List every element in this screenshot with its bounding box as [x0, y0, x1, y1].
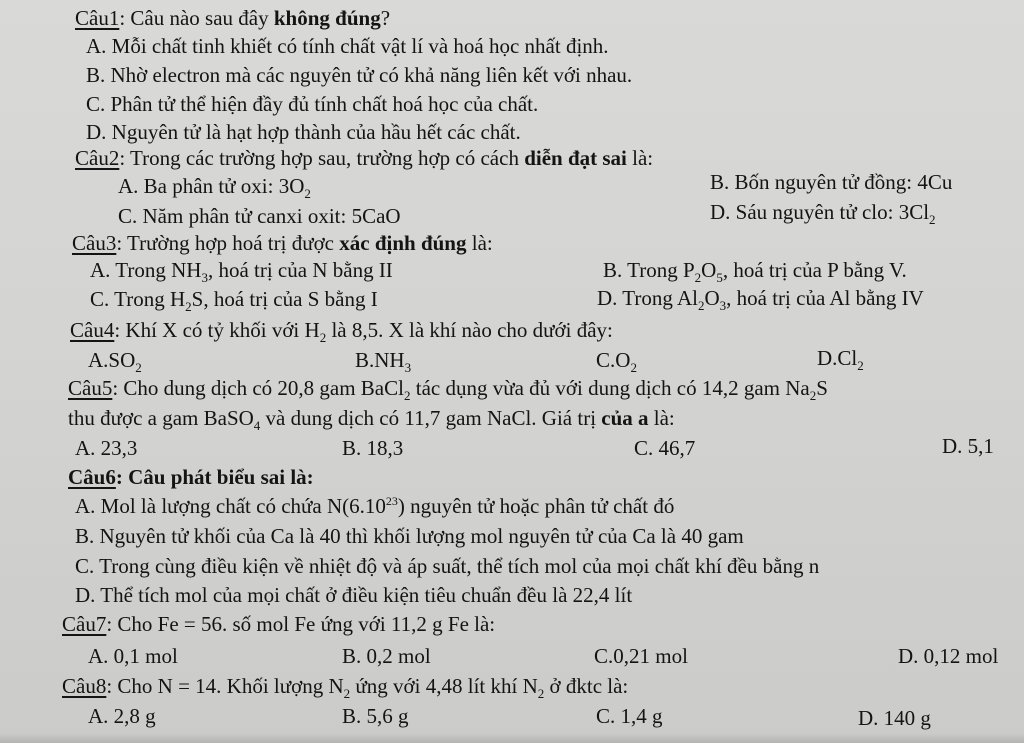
question-7-option-a: A. 0,1 mol	[88, 644, 178, 668]
question-4-option-a-text: A.SO	[88, 348, 136, 372]
question-6-option-a-text: A. Mol là lượng chất có chứa N(6.10	[75, 494, 386, 518]
question-4-option-d-sub: 2	[857, 358, 864, 373]
question-3-option-d-text: D. Trong Al	[597, 286, 698, 310]
question-3-option-a	[90, 258, 393, 285]
question-3-text: : Trường hợp hoá trị được	[116, 231, 340, 255]
question-3-option-a-sub: 3	[201, 270, 208, 285]
question-5-label: Câu5	[68, 376, 113, 400]
question-8-text-2: ứng với 4,48 lít khí N	[350, 674, 538, 698]
question-4-option-a-sub: 2	[135, 360, 142, 375]
question-8-option-d: D. 140 g	[858, 706, 931, 730]
question-3-option-c-rest: S, hoá trị của S bằng I	[191, 287, 378, 311]
question-3-option-b-text: B. Trong P	[603, 258, 695, 282]
question-3-option-d-mid: O	[704, 286, 720, 310]
question-3-option-d-sub2: 3	[719, 298, 727, 313]
question-5-option-c: C. 46,7	[634, 436, 696, 460]
question-2-emphasis: diễn đạt sai	[524, 146, 627, 170]
question-4-option-b-sub: 3	[404, 360, 412, 375]
question-2-stem	[75, 146, 653, 170]
question-7-option-b: B. 0,2 mol	[342, 644, 431, 668]
question-1-option-b: B. Nhờ electron mà các nguyên tử có khả năng liên kết với nhau.	[86, 63, 633, 87]
question-5-line-2-text: thu được a gam BaSO	[68, 406, 254, 430]
question-3-option-d-sub1: 2	[697, 298, 705, 313]
question-1-stem	[75, 6, 390, 30]
question-1-text: : Câu nào sau đây	[119, 6, 274, 30]
question-6-option-c: C. Trong cùng điều kiện về nhiệt độ và áp suất, thể tích mol của mọi chất khí đều bằng n	[75, 554, 820, 578]
question-7-text: : Cho Fe = 56. số mol Fe ứng với 11,2 g Fe là:	[106, 612, 496, 636]
question-5-option-d: D. 5,1	[942, 434, 994, 458]
question-3-emphasis: xác định đúng	[339, 231, 467, 255]
question-3-option-c	[90, 287, 378, 314]
question-2-text: : Trong các trường hợp sau, trường hợp có cách	[119, 146, 525, 170]
question-6-option-d: D. Thể tích mol của mọi chất ở điều kiện tiêu chuẩn đều là 22,4 lít	[75, 583, 633, 607]
question-8-option-c: C. 1,4 g	[596, 704, 663, 728]
question-5-option-a: A. 23,3	[75, 436, 138, 460]
question-7-stem	[62, 612, 495, 636]
question-2-option-d-sub: 2	[929, 212, 936, 227]
question-2-label: Câu2	[75, 146, 120, 170]
question-2-option-a-text: A. Ba phân tử oxi: 3O	[118, 174, 305, 198]
question-5-text-3: S	[816, 376, 828, 400]
question-3-option-b-sub1: 2	[694, 270, 702, 285]
question-3-end: là:	[466, 231, 493, 255]
question-6-option-a-sup: 23	[385, 494, 398, 508]
question-2-option-a	[118, 174, 311, 201]
question-2-option-a-sub: 2	[304, 186, 311, 201]
question-3-option-c-text: C. Trong H	[90, 287, 186, 311]
question-6-option-a	[75, 494, 674, 518]
question-5-emphasis: của a	[601, 406, 649, 430]
question-1-emphasis: không đúng	[273, 6, 381, 30]
question-3-option-a-text: A. Trong NH	[90, 258, 202, 282]
question-5-option-b: B. 18,3	[342, 436, 404, 460]
question-3-label: Câu3	[72, 231, 117, 255]
question-4-option-c-sub: 2	[630, 360, 637, 375]
question-8-text-3: ở đktc là:	[544, 674, 629, 698]
question-3-option-a-rest: , hoá trị của N bằng II	[207, 258, 393, 282]
question-3-option-b-sub2: 5	[716, 270, 723, 285]
question-5-text: : Cho dung dịch có 20,8 gam BaCl	[112, 376, 404, 400]
question-4-option-d-text: D.Cl	[817, 346, 858, 370]
question-4-option-c-text: C.O	[596, 348, 631, 372]
question-8-stem	[62, 674, 629, 701]
question-1-option-a: A. Mỗi chất tinh khiết có tính chất vật lí và hoá học nhất định.	[86, 34, 609, 58]
question-1-label: Câu1	[75, 6, 120, 30]
question-5-stem-line-2	[68, 406, 675, 433]
question-4-stem	[70, 318, 613, 345]
question-5-sub-2: 2	[809, 388, 817, 403]
question-4-text: : Khí X có tỷ khối với H	[114, 318, 320, 342]
question-1-option-d: D. Nguyên tử là hạt hợp thành của hầu hết các chất.	[86, 120, 521, 144]
question-3-option-d	[597, 286, 924, 313]
question-2-option-c: C. Năm phân tử canxi oxit: 5CaO	[118, 204, 401, 228]
question-6-stem	[68, 465, 314, 489]
question-8-sub-2: 2	[537, 686, 545, 701]
question-1-option-c: C. Phân tử thể hiện đầy đủ tính chất hoá học của chất.	[86, 92, 539, 116]
question-4-end: là 8,5. X là khí nào cho dưới đây:	[326, 318, 613, 342]
page-bottom-shadow	[0, 733, 1024, 743]
question-6-option-a-rest: ) nguyên tử hoặc phân tử chất đó	[397, 494, 675, 518]
question-3-option-b	[603, 258, 907, 285]
question-8-option-a: A. 2,8 g	[88, 704, 156, 728]
question-5-sub-1: 2	[403, 388, 411, 403]
question-7-option-c: C.0,21 mol	[594, 644, 688, 668]
question-3-stem	[72, 231, 493, 255]
question-5-line-2-end: là:	[648, 406, 675, 430]
question-5-stem	[68, 376, 828, 403]
question-8-label: Câu8	[62, 674, 107, 698]
question-3-option-b-mid: O	[701, 258, 717, 282]
question-8-text: : Cho N = 14. Khối lượng N	[106, 674, 344, 698]
question-4-option-c	[596, 348, 637, 375]
question-3-option-d-rest: , hoá trị của Al bằng IV	[726, 286, 924, 310]
question-4-label: Câu4	[70, 318, 115, 342]
question-4-option-d	[817, 346, 864, 373]
question-7-label: Câu7	[62, 612, 107, 636]
question-6-text: : Câu phát biểu sai là:	[115, 465, 314, 489]
question-4-option-b	[355, 348, 412, 375]
question-2-option-b: B. Bốn nguyên tử đồng: 4Cu	[710, 170, 953, 194]
question-5-line-2-sub: 4	[253, 418, 261, 433]
question-2-option-d	[710, 200, 936, 227]
question-8-option-b: B. 5,6 g	[342, 704, 409, 728]
question-2-option-d-text: D. Sáu nguyên tử clo: 3Cl	[710, 200, 930, 224]
question-4-option-b-text: B.NH	[355, 348, 405, 372]
question-6-option-b: B. Nguyên tử khối của Ca là 40 thì khối lượng mol nguyên tử của Ca là 40 gam	[75, 524, 744, 548]
question-7-option-d: D. 0,12 mol	[898, 644, 999, 668]
question-8-sub-1: 2	[343, 686, 351, 701]
question-4-sub: 2	[319, 330, 327, 345]
question-3-option-b-rest: , hoá trị của P bằng V.	[722, 258, 907, 282]
question-3-option-c-sub: 2	[185, 299, 192, 314]
question-4-option-a	[88, 348, 142, 375]
question-1-end: ?	[380, 6, 391, 30]
question-2-end: là:	[626, 146, 654, 170]
question-5-line-2-text-2: và dung dịch có 11,7 gam NaCl. Giá trị	[260, 406, 602, 430]
question-5-text-2: tác dụng vừa đủ với dung dịch có 14,2 gam Na	[410, 376, 810, 400]
question-6-label: Câu6	[68, 465, 116, 489]
